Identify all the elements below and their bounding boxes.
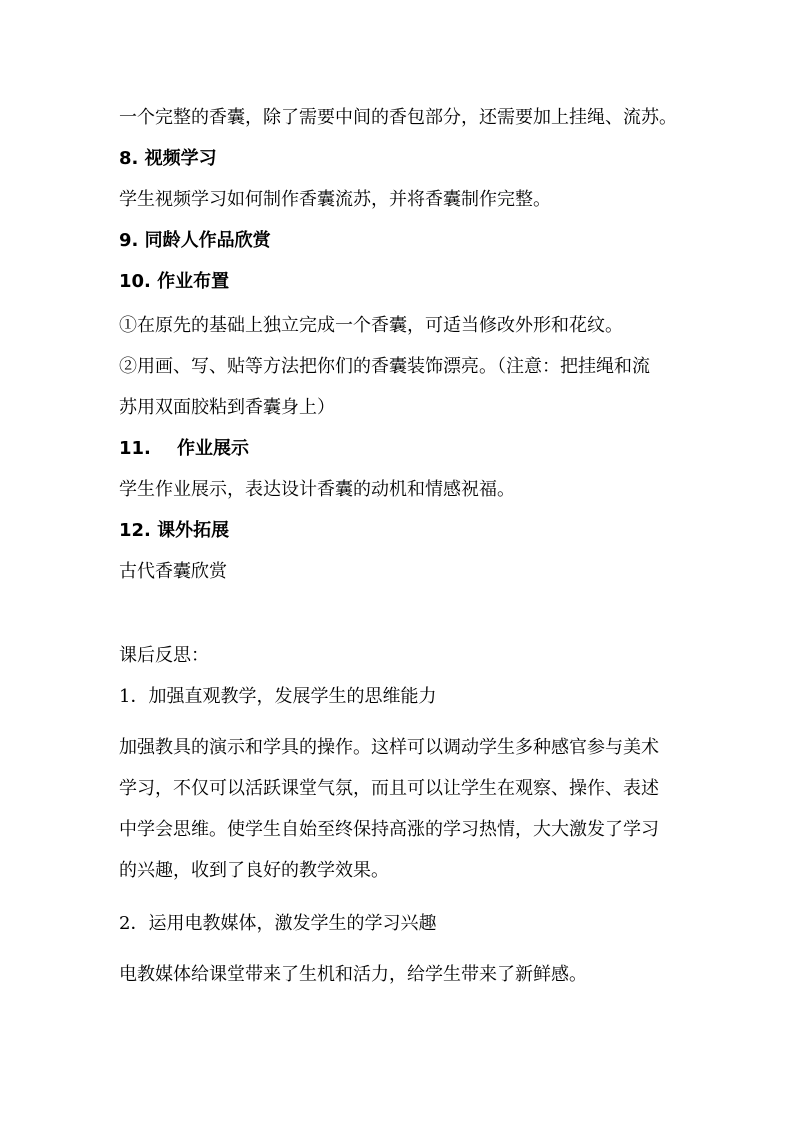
heading-video-learning: 8. 视频学习: [119, 148, 217, 169]
heading-homework-display: [119, 438, 249, 460]
reflection-title: 课后反思：: [119, 645, 209, 666]
paragraph-homework-display: 学生作业展示，表达设计香囊的动机和情感祝福。: [119, 479, 515, 500]
heading-homework: 10. 作业布置: [119, 271, 230, 292]
heading-text: 作业展示: [177, 438, 249, 459]
paragraph-video-learning: 学生视频学习如何制作香囊流苏，并将香囊制作完整。: [119, 189, 551, 210]
paragraph-tassel-intro: 一个完整的香囊，除了需要中间的香包部分，还需要加上挂绳、流苏。: [119, 107, 677, 128]
homework-item-2-line-2: 苏用双面胶粘到香囊身上）: [119, 397, 335, 418]
homework-item-2-line-1: ②用画、写、贴等方法把你们的香囊装饰漂亮。（注意：把挂绳和流: [119, 356, 650, 377]
heading-extension: 12. 课外拓展: [119, 520, 230, 541]
reflection-point-1-line-1: 加强教具的演示和学具的操作。这样可以调动学生多种感官参与美术: [119, 737, 659, 758]
reflection-point-1-title: 1．加强直观教学，发展学生的思维能力: [119, 686, 437, 707]
homework-item-1: ①在原先的基础上独立完成一个香囊，可适当修改外形和花纹。: [119, 315, 623, 336]
reflection-point-1-line-4: 的兴趣，收到了良好的教学效果。: [119, 860, 389, 881]
heading-number: 11.: [119, 438, 151, 459]
reflection-point-1-line-2: 学习，不仅可以活跃课堂气氛，而且可以让学生在观察、操作、表述: [119, 778, 659, 799]
paragraph-extension: 古代香囊欣赏: [119, 561, 227, 582]
heading-peer-works: 9. 同龄人作品欣赏: [119, 230, 271, 251]
reflection-point-2-line-1: 电教媒体给课堂带来了生机和活力，给学生带来了新鲜感。: [119, 964, 587, 985]
reflection-point-1-line-3: 中学会思维。使学生自始至终保持高涨的学习热情，大大激发了学习: [119, 819, 659, 840]
reflection-point-2-title: 2．运用电教媒体，激发学生的学习兴趣: [119, 913, 437, 934]
